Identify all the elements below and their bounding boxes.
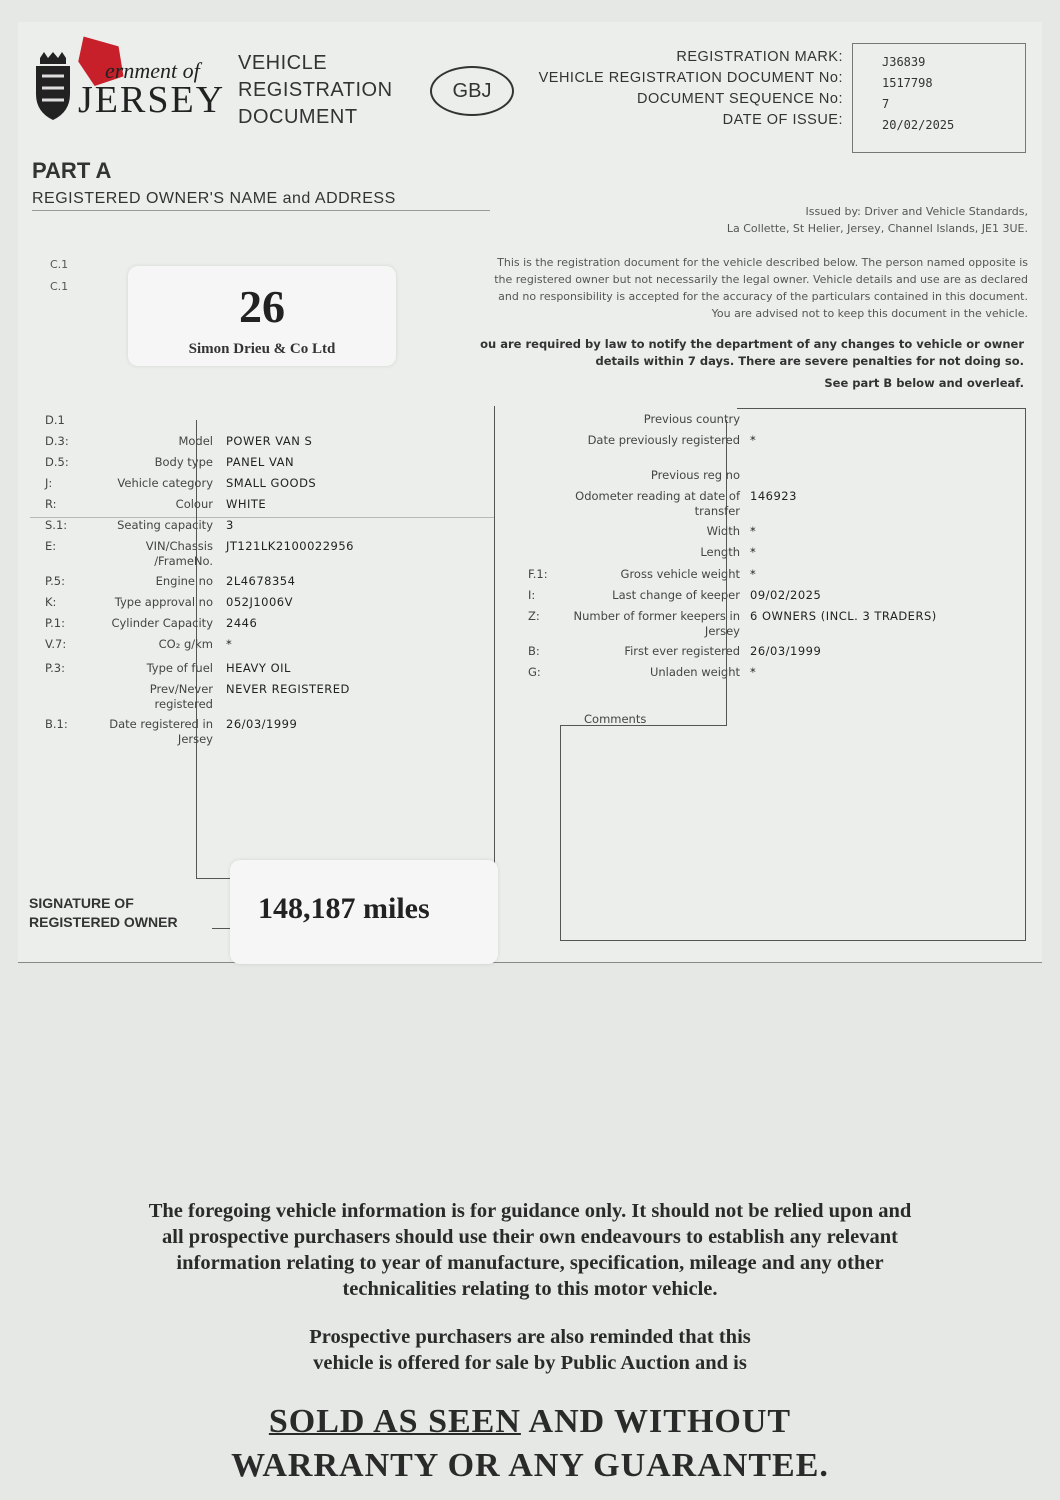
auction-reminder: Prospective purchasers are also reminded that this vehicle is offered for sale by Public Auction and is — [309, 1326, 751, 1374]
engine-no-value: 2L4678354 — [226, 574, 296, 588]
owner-heading: REGISTERED OWNER'S NAME and ADDRESS — [32, 190, 396, 207]
field-code: F.1: — [528, 567, 548, 581]
disclaimer: The foregoing vehicle information is for guidance only. It should not be relied upon and all prospective purchasers should use their own endeavours to establish any relevant information relating to year of manufacture, specification, mileage and any other technicalities relating to this motor vehicle. — [148, 1200, 912, 1300]
field-code: D.5: — [45, 455, 69, 469]
field-label: Length — [700, 545, 740, 559]
field-label: Vehicle category — [117, 476, 213, 490]
former-keepers-value: 6 OWNERS (INCL. 3 TRADERS) — [750, 609, 937, 623]
field-code: S.1: — [45, 518, 68, 532]
field-code: P.5: — [45, 574, 65, 588]
field-code: D.1 — [45, 413, 65, 427]
field-code: B: — [528, 644, 540, 658]
prev-registered-value: NEVER REGISTERED — [226, 682, 350, 696]
seating-value: 3 — [226, 518, 234, 532]
field-label: Body type — [154, 455, 213, 469]
jersey-logo-text: JERSEY — [78, 79, 226, 121]
last-keeper-change-value: 09/02/2025 — [750, 588, 822, 602]
field-label: Gross vehicle weight — [620, 567, 740, 581]
gross-weight-value: * — [750, 567, 757, 581]
right-panel-top — [737, 408, 1026, 409]
field-label: Colour — [175, 497, 213, 511]
field-code: P.3: — [45, 661, 65, 675]
fuel-value: HEAVY OIL — [226, 661, 291, 675]
registration-values — [882, 52, 954, 136]
jersey-crest-icon — [32, 52, 74, 122]
type-approval-value: 052J1006V — [226, 595, 293, 609]
field-label: Previous reg no — [650, 468, 740, 482]
registration-mark: J36839 — [882, 55, 926, 69]
field-label: Type of fuel — [146, 661, 213, 675]
field-label: Model — [178, 434, 213, 448]
body-type-value: PANEL VAN — [226, 455, 295, 469]
cylinder-value: 2446 — [226, 616, 258, 630]
date-registered-value: 26/03/1999 — [226, 717, 298, 731]
unladen-weight-value: * — [750, 665, 757, 679]
field-label: Seating capacity — [117, 518, 213, 532]
document-title: VEHICLE REGISTRATION DOCUMENT — [238, 52, 393, 128]
country-code-oval: GBJ — [430, 66, 514, 116]
field-label: VIN/Chassis /FrameNo. — [145, 539, 213, 568]
field-label: CO₂ g/km — [158, 637, 213, 651]
owner-code: C.1 — [50, 280, 69, 293]
mileage-value: 148,187 miles — [258, 892, 430, 925]
model-value: POWER VAN S — [226, 434, 313, 448]
field-code: K: — [45, 595, 57, 609]
field-code: B.1: — [45, 717, 68, 731]
comments-left — [560, 725, 561, 940]
co2-value: * — [226, 637, 233, 651]
field-code: R: — [45, 497, 57, 511]
field-code: E: — [45, 539, 57, 553]
right-panel-right — [1025, 408, 1026, 940]
first-registered-value: 26/03/1999 — [750, 644, 822, 658]
field-label: Date previously registered — [587, 433, 740, 447]
signature-line — [212, 928, 230, 929]
field-label: Cylinder Capacity — [111, 616, 213, 630]
field-label: Engine no — [155, 574, 213, 588]
field-label: Width — [706, 524, 740, 538]
registration-labels: REGISTRATION MARK: VEHICLE REGISTRATION DOCUMENT No: DOCUMENT SEQUENCE No: DATE OF ISSUE: — [538, 49, 843, 128]
field-code: V.7: — [45, 637, 67, 651]
document-number: 1517798 — [882, 76, 933, 90]
colour-value: WHITE — [226, 497, 267, 511]
owner-heading-rule — [32, 210, 490, 211]
field-code: I: — [528, 588, 536, 602]
date-prev-value: * — [750, 433, 757, 447]
field-label: Unladen weight — [649, 665, 740, 679]
left-panel-border — [494, 406, 495, 876]
sold-as-seen-notice: SOLD AS SEEN AND WITHOUT WARRANTY OR ANY GUARANTEE. — [231, 1403, 829, 1484]
signature-label: SIGNATURE OF REGISTERED OWNER — [29, 895, 178, 930]
ownership-notice: This is the registration document for the vehicle described below. The person named opposite is the registered owner but not necessarily the legal owner. Vehicle details and use are as declared and no responsibility is accepted for the accuracy of the particulars contained in this document. You are advised not to keep this document in the vehicle. — [494, 256, 1028, 320]
field-code: Z: — [528, 609, 540, 623]
field-code: G: — [528, 665, 541, 679]
field-code: P.1: — [45, 616, 65, 630]
legal-requirement: ou are required by law to notify the department of any changes to vehicle or owner details within 7 days. There are severe penalties for not doing so. — [480, 337, 1024, 368]
auctioneer-name: Simon Drieu & Co Ltd — [188, 341, 336, 357]
odometer-value: 146923 — [750, 489, 797, 503]
sequence-number: 7 — [882, 97, 890, 111]
field-label: Prev/Never registered — [149, 682, 213, 711]
owner-code: C.1 — [50, 258, 69, 271]
field-code: D.3: — [45, 434, 69, 448]
field-code: J: — [45, 476, 53, 490]
government-of-label: ernment of — [105, 58, 200, 83]
field-label: Date registered in Jersey — [109, 717, 213, 746]
field-label: First ever registered — [624, 644, 740, 658]
category-value: SMALL GOODS — [226, 476, 317, 490]
field-label: Previous country — [643, 412, 740, 426]
vin-value: JT121LK2100022956 — [226, 539, 354, 553]
issue-date: 20/02/2025 — [882, 118, 955, 132]
part-a-title: PART A — [32, 158, 112, 183]
see-part-b: See part B below and overleaf. — [824, 376, 1024, 390]
width-value: * — [750, 524, 757, 538]
field-label: Number of former keepers in Jersey — [573, 609, 740, 638]
field-label: Type approval no — [114, 595, 213, 609]
field-label: Odometer reading at date of transfer — [575, 489, 740, 518]
lot-number: 26 — [239, 281, 285, 332]
sold-as-seen-text: SOLD AS SEEN — [268, 1403, 521, 1440]
left-field-rule — [196, 878, 230, 879]
length-value: * — [750, 545, 757, 559]
field-label: Last change of keeper — [612, 588, 740, 602]
comments-label: Comments — [584, 712, 647, 726]
right-panel-bottom — [560, 940, 1026, 941]
issued-by: Issued by: Driver and Vehicle Standards, La Collette, St Helier, Jersey, Channel Islands, JE1 3UE. — [726, 205, 1028, 235]
